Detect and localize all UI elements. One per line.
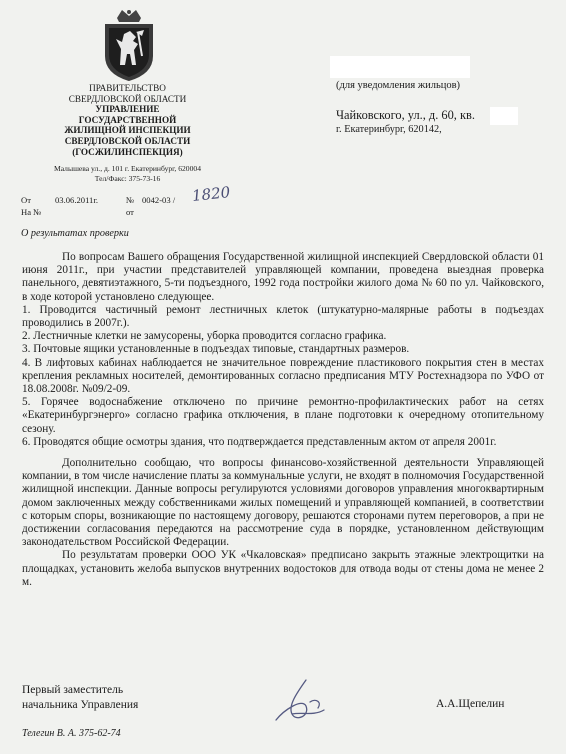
coat-of-arms-emblem bbox=[100, 8, 158, 82]
letter-body bbox=[22, 251, 544, 589]
body-paragraph: По результатам проверки ООО УК «Чкаловская» предписано закрыть этажные электрощитки на площадках, установить желоба выпусков внутренних водостоков для отвода воды от стены дома не менее 2 м. bbox=[22, 549, 544, 588]
body-item: 5. Горячее водоснабжение отключено по причине ремонтно-профилактических работ на сетях «Екатеринбургэнерго» согласно графика отключения, в плане подготовки к очередному отопительному сезону. bbox=[22, 396, 544, 435]
dept-line: ГОСУДАРСТВЕННОЙ bbox=[78, 114, 177, 125]
reference-from-label: от bbox=[126, 207, 134, 217]
subject-line: О результатах проверки bbox=[21, 228, 129, 239]
recipient-note: (для уведомления жильцов) bbox=[336, 80, 461, 91]
organization-address bbox=[20, 164, 235, 183]
body-item: 3. Почтовые ящики установленные в подъездах типовые, стандартных размеров. bbox=[22, 343, 410, 356]
signatory-name: А.А.Щепелин bbox=[436, 698, 505, 710]
document-date: 03.06.2011г. bbox=[55, 195, 99, 205]
body-item: 4. В лифтовых кабинах наблюдается не значительное повреждение пластикового покрытия стен в местах крепления рекламных носителей, демонтированных согласно предписания МТУ Ростехнадзора по УФО от 18.08.2008г. №09/2-09. bbox=[22, 356, 544, 396]
handwritten-signature bbox=[266, 676, 336, 728]
dept-line: СВЕРДЛОВСКОЙ ОБЛАСТИ bbox=[64, 135, 191, 146]
signatory-position bbox=[22, 683, 138, 713]
performer-line: Телегин В. А. 375-62-74 bbox=[22, 728, 121, 739]
organization-header bbox=[20, 83, 235, 157]
from-label: От bbox=[21, 195, 31, 205]
body-paragraph: Дополнительно сообщаю, что вопросы финансово-хозяйственной деятельности Управляющей компании, в том числе начисление платы за коммунальные услуги, не входят в полномочия Государственной жилищной инспекции. Данные вопросы регулируются условиями договоров управления многоквартирным домом заключенных между собственниками жилых помещений и управляющей компанией, в соответствии с которым споры, возникающие по настоящему договору, решаются сторонами путем переговоров, а при не достижении согласования передаются на рассмотрение суда в порядке, установленном действующим законодательством Российской Федерации. bbox=[22, 457, 544, 549]
reference-label: На № bbox=[21, 207, 42, 217]
handwritten-number: 1820 bbox=[191, 183, 232, 205]
org-line: ПРАВИТЕЛЬСТВО bbox=[89, 83, 166, 93]
body-paragraph: По вопросам Вашего обращения Государственной жилищной инспекцией Свердловской области 01 июня 2011г., при участии представителей управляющей компании, проведена выездная проверка панельного, девятиэтажного, 5-ти подъездного, 1992 года постройки жилого дома № 60 по ул. Чайковского, в ходе которой установлено следующее. bbox=[22, 251, 544, 303]
position-line: начальника Управления bbox=[22, 699, 139, 711]
phone-line: Тел/Факс: 375-73-16 bbox=[94, 173, 161, 183]
body-item: 2. Лестничные клетки не замусорены, уборка проводится согласно графика. bbox=[22, 330, 387, 343]
recipient-street: Чайковского, ул., д. 60, кв. bbox=[336, 108, 475, 122]
redacted-recipient-name bbox=[330, 56, 470, 78]
position-line: Первый заместитель bbox=[22, 684, 124, 696]
redacted-apartment bbox=[490, 107, 518, 125]
dept-line: ЖИЛИЩНОЙ ИНСПЕКЦИИ bbox=[64, 125, 191, 136]
document-number: 0042-03 / bbox=[142, 195, 176, 205]
dept-line: УПРАВЛЕНИЕ bbox=[95, 104, 160, 115]
number-label: № bbox=[126, 195, 135, 205]
address-line: Малышева ул., д. 101 г. Екатеринбург, 620004 bbox=[53, 164, 201, 173]
body-item: 1. Проводится частичный ремонт лестничных клеток (штукатурно-малярные работы в подъездах проводились в 2007г.). bbox=[22, 303, 544, 330]
recipient-city: г. Екатеринбург, 620142, bbox=[336, 124, 442, 135]
body-item: 6. Проводятся общие осмотры здания, что подтверждается представленным актом от апреля 2001г. bbox=[22, 435, 497, 448]
org-line: СВЕРДЛОВСКОЙ ОБЛАСТИ bbox=[68, 93, 187, 104]
dept-line: (ГОСЖИЛИНСПЕКЦИЯ) bbox=[72, 146, 183, 157]
